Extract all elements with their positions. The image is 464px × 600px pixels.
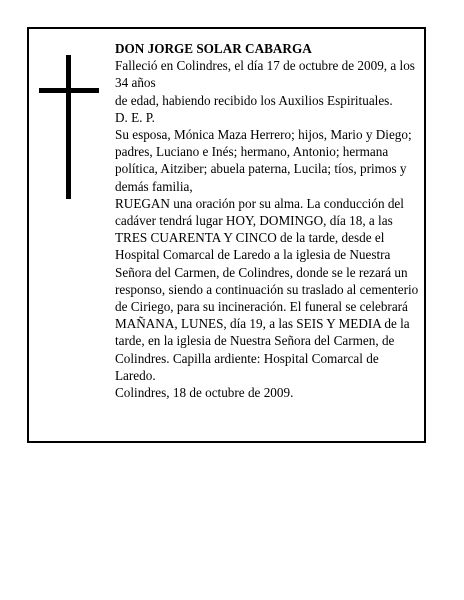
obituary-notice <box>27 27 426 443</box>
cross-horizontal-bar <box>39 88 99 93</box>
rest-in-peace: D. E. P. <box>115 109 155 125</box>
obituary-text <box>115 40 419 401</box>
cross-vertical-bar <box>66 55 71 199</box>
place-and-date: Colindres, 18 de octubre de 2009. <box>115 385 294 401</box>
family-list: Su esposa, Mónica Maza Herrero; hijos, Mario y Diego; padres, Luciano e Inés; hermano, Antonio; hermana política, Aitziber; abuela paterna, Lucila; tíos, primos y demás familia, <box>115 127 412 194</box>
cross-icon <box>39 55 99 199</box>
last-rites: de edad, habiendo recibido los Auxilios Espirituales. <box>115 92 393 108</box>
death-announcement: Falleció en Colindres, el día 17 de octubre de 2009, a los 34 años <box>115 58 415 91</box>
deceased-name: DON JORGE SOLAR CABARGA <box>115 41 312 56</box>
funeral-arrangements: RUEGAN una oración por su alma. La conducción del cadáver tendrá lugar HOY, DOMINGO, día 18, a las TRES CUARENTA Y CINCO de la tarde, desde el Hospital Comarcal de Laredo a la iglesia de Nuestra Señora del Carmen, de Colindres, donde se le rezará un responso, siendo a continuación su traslado al cementerio de Ciriego, para su incineración. El funeral se celebrará MAÑANA, LUNES, día 19, a las SEIS Y MEDIA de la tarde, en la iglesia de Nuestra Señora del Carmen, de Colindres. Capilla ardiente: Hospital Comarcal de Laredo. <box>115 195 419 383</box>
